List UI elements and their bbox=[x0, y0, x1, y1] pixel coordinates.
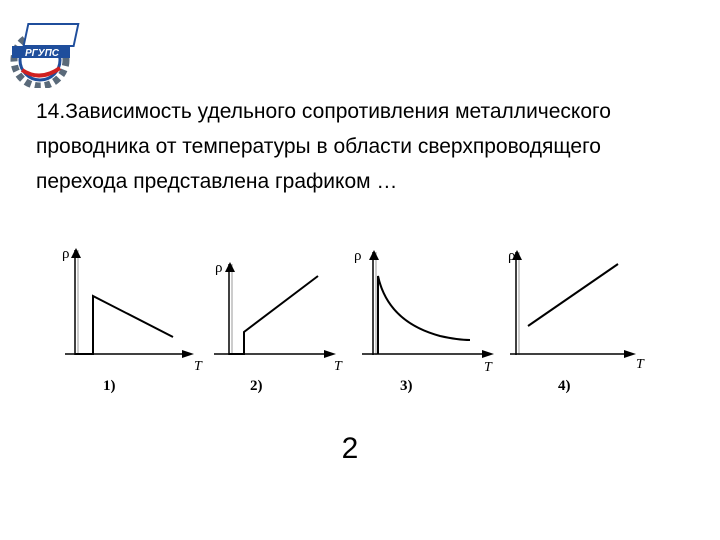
y-axis bbox=[71, 248, 81, 355]
option-label: 4) bbox=[558, 378, 571, 394]
option-plot-1[interactable] bbox=[62, 246, 203, 394]
x-axis-label: T bbox=[334, 359, 342, 374]
x-axis-label: T bbox=[636, 357, 644, 372]
curve bbox=[75, 296, 173, 354]
option-plot-2[interactable] bbox=[214, 260, 343, 394]
option-label: 2) bbox=[250, 378, 263, 394]
x-axis bbox=[510, 350, 636, 358]
curve bbox=[229, 276, 318, 354]
option-plots bbox=[0, 240, 720, 410]
curve bbox=[528, 264, 618, 326]
y-axis bbox=[225, 262, 235, 355]
option-plot-3[interactable] bbox=[354, 248, 494, 394]
answer-number: 2 bbox=[341, 432, 359, 465]
option-plot-4[interactable] bbox=[508, 248, 645, 394]
x-axis-label: T bbox=[484, 360, 492, 375]
university-logo bbox=[2, 16, 84, 88]
curve bbox=[378, 276, 470, 354]
y-axis-label: ρ bbox=[354, 248, 362, 264]
x-axis bbox=[362, 350, 494, 358]
book-icon bbox=[24, 24, 79, 46]
question-text: 14.Зависимость удельного сопротивления металлического проводника от температуры в области сверхпроводящего перехода представлена графиком … bbox=[36, 100, 611, 193]
option-label: 3) bbox=[400, 378, 413, 394]
x-axis-label: T bbox=[194, 359, 202, 374]
y-axis-label: ρ bbox=[215, 260, 223, 276]
logo-text: РГУПС bbox=[25, 48, 59, 59]
y-axis bbox=[512, 250, 522, 355]
y-axis-label: ρ bbox=[508, 248, 516, 264]
y-axis-label: ρ bbox=[62, 246, 70, 262]
option-label: 1) bbox=[103, 378, 116, 394]
